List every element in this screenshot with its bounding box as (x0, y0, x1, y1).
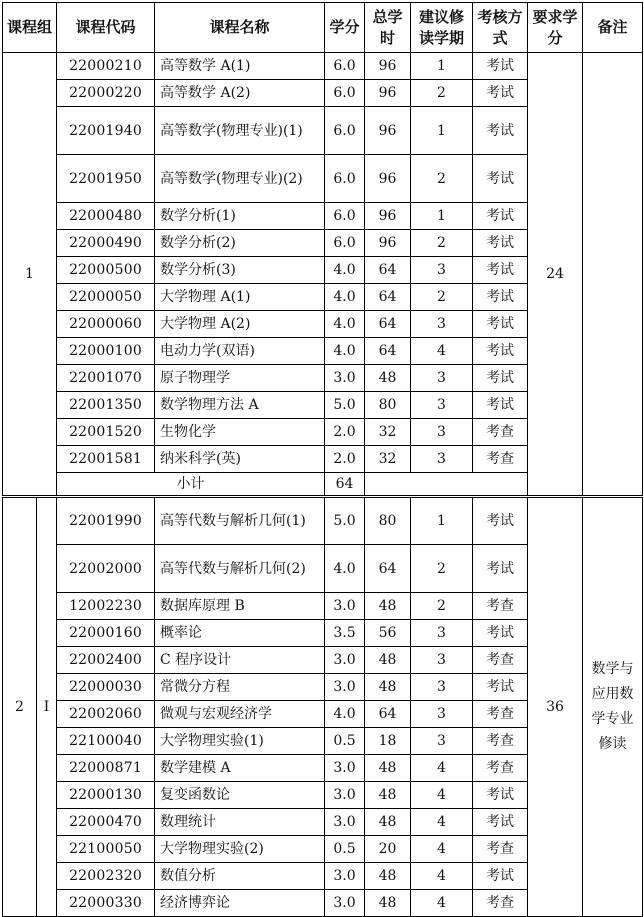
course-code: 22002400 (57, 647, 155, 674)
course-exam: 考试 (473, 620, 528, 647)
course-code: 22000871 (57, 755, 155, 782)
course-term: 4 (411, 338, 473, 365)
course-name: 数学分析(2) (155, 230, 325, 257)
course-term: 4 (411, 809, 473, 836)
course-name: 常微分方程 (155, 674, 325, 701)
course-exam: 考试 (473, 497, 528, 545)
course-exam: 考查 (473, 419, 528, 446)
course-name: 复变函数论 (155, 782, 325, 809)
course-exam: 考查 (473, 836, 528, 863)
course-credit: 2.0 (325, 446, 365, 473)
course-term: 3 (411, 257, 473, 284)
course-hours: 20 (365, 836, 411, 863)
course-code: 22000160 (57, 620, 155, 647)
course-hours: 18 (365, 728, 411, 755)
course-code: 22000100 (57, 338, 155, 365)
course-name: 电动力学(双语) (155, 338, 325, 365)
course-table (2, 2, 643, 917)
course-hours: 96 (365, 230, 411, 257)
course-term: 1 (411, 203, 473, 230)
course-hours: 96 (365, 53, 411, 80)
course-credit: 3.0 (325, 674, 365, 701)
course-hours: 64 (365, 701, 411, 728)
header-hours: 总学时 (365, 3, 411, 53)
course-hours: 96 (365, 203, 411, 230)
course-name: 纳米科学(英) (155, 446, 325, 473)
header-term: 建议修读学期 (411, 3, 473, 53)
course-term: 1 (411, 497, 473, 545)
course-credit: 5.0 (325, 392, 365, 419)
course-term: 4 (411, 863, 473, 890)
course-credit: 3.0 (325, 863, 365, 890)
course-hours: 80 (365, 497, 411, 545)
course-hours: 56 (365, 620, 411, 647)
course-term: 3 (411, 311, 473, 338)
course-hours: 48 (365, 365, 411, 392)
course-hours: 48 (365, 674, 411, 701)
course-exam: 考试 (473, 230, 528, 257)
course-hours: 64 (365, 545, 411, 593)
course-name: 大学物理实验(2) (155, 836, 325, 863)
header-name: 课程名称 (155, 3, 325, 53)
course-credit: 6.0 (325, 53, 365, 80)
course-exam: 考试 (473, 257, 528, 284)
course-credit: 3.0 (325, 365, 365, 392)
course-name: 数值分析 (155, 863, 325, 890)
header-exam: 考核方式 (473, 3, 528, 53)
course-credit: 4.0 (325, 311, 365, 338)
course-term: 2 (411, 155, 473, 203)
course-code: 22000130 (57, 782, 155, 809)
course-term: 2 (411, 545, 473, 593)
subgroup-cell: I (37, 497, 57, 917)
course-exam: 考试 (473, 863, 528, 890)
course-code: 22000220 (57, 80, 155, 107)
course-credit: 4.0 (325, 701, 365, 728)
table-row (3, 53, 643, 80)
course-code: 22001940 (57, 107, 155, 155)
course-term: 3 (411, 446, 473, 473)
course-term: 3 (411, 674, 473, 701)
course-exam: 考试 (473, 338, 528, 365)
course-code: 22100050 (57, 836, 155, 863)
course-exam: 考查 (473, 446, 528, 473)
subtotal-value: 64 (325, 473, 365, 497)
course-code: 22000480 (57, 203, 155, 230)
course-credit: 0.5 (325, 728, 365, 755)
course-name: 生物化学 (155, 419, 325, 446)
header-group: 课程组 (3, 3, 57, 53)
course-plan-page (2, 2, 643, 917)
course-credit: 6.0 (325, 107, 365, 155)
course-name: 经济博弈论 (155, 890, 325, 917)
course-term: 2 (411, 593, 473, 620)
course-term: 3 (411, 647, 473, 674)
course-credit: 4.0 (325, 545, 365, 593)
course-code: 22001581 (57, 446, 155, 473)
course-term: 1 (411, 107, 473, 155)
course-name: 高等代数与解析几何(1) (155, 497, 325, 545)
required-credits-cell: 24 (528, 53, 583, 497)
course-code: 22001990 (57, 497, 155, 545)
course-name: 大学物理实验(1) (155, 728, 325, 755)
course-term: 2 (411, 80, 473, 107)
course-credit: 4.0 (325, 284, 365, 311)
course-credit: 5.0 (325, 497, 365, 545)
course-exam: 考查 (473, 701, 528, 728)
course-exam: 考试 (473, 545, 528, 593)
group-id-cell: 1 (3, 53, 57, 497)
course-term: 4 (411, 755, 473, 782)
course-name: C 程序设计 (155, 647, 325, 674)
course-term: 3 (411, 419, 473, 446)
course-name: 微观与宏观经济学 (155, 701, 325, 728)
course-term: 3 (411, 620, 473, 647)
course-term: 2 (411, 230, 473, 257)
note-cell (583, 53, 643, 497)
course-name: 数据库原理 B (155, 593, 325, 620)
course-hours: 64 (365, 338, 411, 365)
note-cell: 数学与应用数学专业修读 (583, 497, 643, 917)
course-code: 22000470 (57, 809, 155, 836)
course-exam: 考查 (473, 593, 528, 620)
course-credit: 4.0 (325, 338, 365, 365)
course-name: 高等代数与解析几何(2) (155, 545, 325, 593)
course-name: 数学分析(3) (155, 257, 325, 284)
subtotal-empty (365, 473, 528, 497)
header-note: 备注 (583, 3, 643, 53)
course-exam: 考试 (473, 809, 528, 836)
course-code: 22001350 (57, 392, 155, 419)
course-code: 22000210 (57, 53, 155, 80)
course-exam: 考试 (473, 365, 528, 392)
course-name: 数理统计 (155, 809, 325, 836)
course-hours: 48 (365, 782, 411, 809)
course-credit: 6.0 (325, 203, 365, 230)
course-name: 概率论 (155, 620, 325, 647)
course-exam: 考试 (473, 203, 528, 230)
course-exam: 考查 (473, 728, 528, 755)
course-code: 22000050 (57, 284, 155, 311)
course-hours: 64 (365, 284, 411, 311)
course-hours: 64 (365, 257, 411, 284)
course-code: 22002000 (57, 545, 155, 593)
course-hours: 48 (365, 593, 411, 620)
table-row (3, 497, 643, 545)
course-credit: 2.0 (325, 419, 365, 446)
course-name: 数学分析(1) (155, 203, 325, 230)
course-hours: 48 (365, 647, 411, 674)
course-code: 22001070 (57, 365, 155, 392)
course-exam: 考试 (473, 155, 528, 203)
course-code: 22000030 (57, 674, 155, 701)
course-term: 3 (411, 392, 473, 419)
required-credits-cell: 36 (528, 497, 583, 917)
course-exam: 考试 (473, 284, 528, 311)
course-code: 22002320 (57, 863, 155, 890)
course-credit: 0.5 (325, 836, 365, 863)
course-term: 3 (411, 365, 473, 392)
course-exam: 考试 (473, 782, 528, 809)
course-exam: 考查 (473, 755, 528, 782)
course-credit: 3.0 (325, 890, 365, 917)
course-code: 22000500 (57, 257, 155, 284)
table-body (3, 53, 643, 917)
course-exam: 考查 (473, 890, 528, 917)
header-required: 要求学分 (528, 3, 583, 53)
course-code: 22002060 (57, 701, 155, 728)
course-exam: 考试 (473, 674, 528, 701)
course-exam: 考试 (473, 80, 528, 107)
course-term: 4 (411, 890, 473, 917)
course-term: 3 (411, 701, 473, 728)
course-term: 4 (411, 782, 473, 809)
course-credit: 3.0 (325, 782, 365, 809)
course-exam: 考查 (473, 647, 528, 674)
header-credit: 学分 (325, 3, 365, 53)
course-hours: 96 (365, 155, 411, 203)
group-id-cell: 2 (3, 497, 37, 917)
course-credit: 4.0 (325, 257, 365, 284)
course-term: 2 (411, 284, 473, 311)
course-term: 3 (411, 728, 473, 755)
course-name: 高等数学(物理专业)(2) (155, 155, 325, 203)
course-name: 原子物理学 (155, 365, 325, 392)
header-code: 课程代码 (57, 3, 155, 53)
course-credit: 3.0 (325, 809, 365, 836)
course-credit: 6.0 (325, 230, 365, 257)
course-hours: 64 (365, 311, 411, 338)
course-hours: 32 (365, 419, 411, 446)
course-code: 22100040 (57, 728, 155, 755)
course-name: 大学物理 A(2) (155, 311, 325, 338)
course-credit: 6.0 (325, 80, 365, 107)
course-code: 22000060 (57, 311, 155, 338)
course-hours: 48 (365, 863, 411, 890)
course-credit: 3.5 (325, 620, 365, 647)
course-name: 数学建模 A (155, 755, 325, 782)
course-name: 高等数学 A(2) (155, 80, 325, 107)
course-credit: 3.0 (325, 647, 365, 674)
course-term: 4 (411, 836, 473, 863)
course-hours: 96 (365, 107, 411, 155)
course-hours: 48 (365, 890, 411, 917)
course-exam: 考试 (473, 107, 528, 155)
course-term: 1 (411, 53, 473, 80)
course-hours: 96 (365, 80, 411, 107)
course-exam: 考试 (473, 392, 528, 419)
course-code: 22000490 (57, 230, 155, 257)
course-code: 12002230 (57, 593, 155, 620)
course-hours: 48 (365, 809, 411, 836)
course-code: 22001950 (57, 155, 155, 203)
course-code: 22000330 (57, 890, 155, 917)
course-credit: 3.0 (325, 593, 365, 620)
course-code: 22001520 (57, 419, 155, 446)
course-exam: 考试 (473, 53, 528, 80)
course-exam: 考试 (473, 311, 528, 338)
course-hours: 48 (365, 755, 411, 782)
course-name: 数学物理方法 A (155, 392, 325, 419)
course-name: 大学物理 A(1) (155, 284, 325, 311)
course-credit: 6.0 (325, 155, 365, 203)
course-hours: 80 (365, 392, 411, 419)
header-row (3, 3, 643, 53)
course-hours: 32 (365, 446, 411, 473)
course-credit: 3.0 (325, 755, 365, 782)
subtotal-label: 小计 (57, 473, 325, 497)
course-name: 高等数学(物理专业)(1) (155, 107, 325, 155)
course-name: 高等数学 A(1) (155, 53, 325, 80)
